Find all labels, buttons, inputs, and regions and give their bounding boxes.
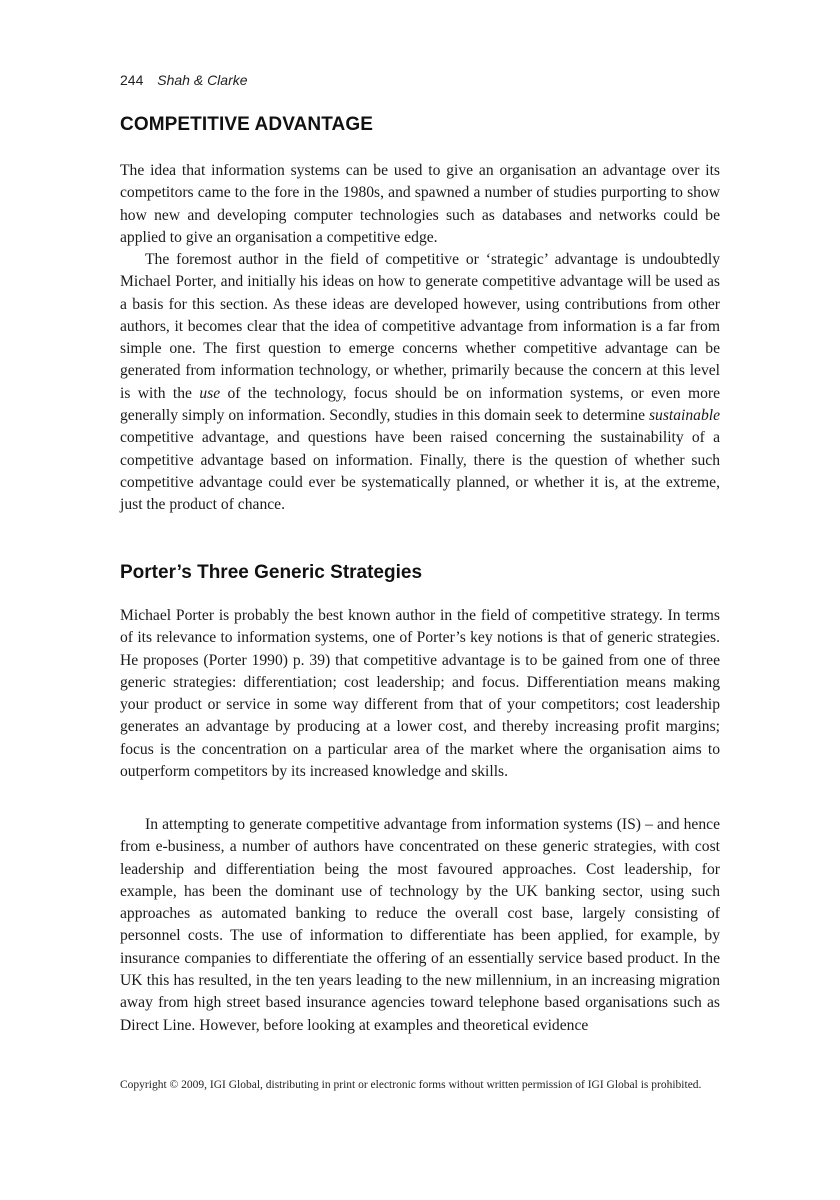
paragraph-porter-intro xyxy=(120,249,720,517)
paragraph-text: of the technology, focus should be on information systems, or even more generally simply on information. Secondly, studies in this domain seek to determine xyxy=(120,384,720,425)
running-head xyxy=(120,72,248,88)
paragraph-text: competitive advantage, and questions have been raised concerning the sustainability of a competitive advantage based on information. Finally, there is the question of whether such competitive advantage could ever be systematically planned, or whether it is, at the extreme, just the product of chance. xyxy=(120,429,720,514)
copyright-footer: Copyright © 2009, IGI Global, distributing in print or electronic forms without written permission of IGI Global is prohibited. xyxy=(120,1079,702,1091)
paragraph-generic-strategies: Michael Porter is probably the best known author in the field of competitive strategy. In terms of its relevance to information systems, one of Porter’s key notions is that of generic strategies. He proposes (Porter 1990) p. 39) that competitive advantage is to be gained from one of three generic strategies: differentiation; cost leadership; and focus. Differentiation means making your product or service in some way different from that of your competitors; cost leadership generates an advantage by producing at a lower cost, and thereby increasing profit margins; focus is the concentration on a particular area of the market where the organisation aims to outperform competitors by its increased knowledge and skills. xyxy=(120,607,720,781)
paragraph-is-strategies: In attempting to generate competitive advantage from information systems (IS) – and hence from e-business, a number of authors have concentrated on these generic strategies, with cost leadership and differentiation being the most favoured approaches. Cost leadership, for example, has been the dominant use of technology by the UK banking sector, using such approaches as automated banking to reduce the overall cost base, largely consisting of personnel costs. The use of information to differentiate has been applied, for example, by insurance companies to differentiate the offering of an essentially service based product. In the UK this has resulted, in the ten years leading to the new millennium, in an increasing migration away from high street based insurance agencies toward telephone based organisations such as Direct Line. However, before looking at examples and theoretical evidence xyxy=(120,816,720,1034)
book-page xyxy=(120,0,720,1200)
section-heading: COMPETITIVE ADVANTAGE xyxy=(120,114,373,135)
paragraph-text: The foremost author in the field of competitive or ‘strategic’ advantage is undoubtedly Michael Porter, and initially his ideas on how to generate competitive advantage will be used as a basis for this section. As these ideas are developed however, using contributions from other authors, it becomes clear that the idea of competitive advantage from information is a far from simple one. The first question to emerge concerns whether competitive advantage can be generated from information technology, or whether, primarily because the concern at this level is with the xyxy=(120,251,720,402)
page-number: 244 xyxy=(120,72,144,88)
subsection-heading: Porter’s Three Generic Strategies xyxy=(120,562,423,583)
emphasis-sustainable: sustainable xyxy=(648,407,720,425)
emphasis-use: use xyxy=(199,384,221,402)
running-head-authors: Shah & Clarke xyxy=(157,72,248,88)
paragraph-intro: The idea that information systems can be used to give an organisation an advantage over its competitors came to the fore in the 1980s, and spawned a number of studies purporting to show how new and developing computer technologies such as databases and networks could be applied to give an organisation a competitive edge. xyxy=(120,162,720,246)
